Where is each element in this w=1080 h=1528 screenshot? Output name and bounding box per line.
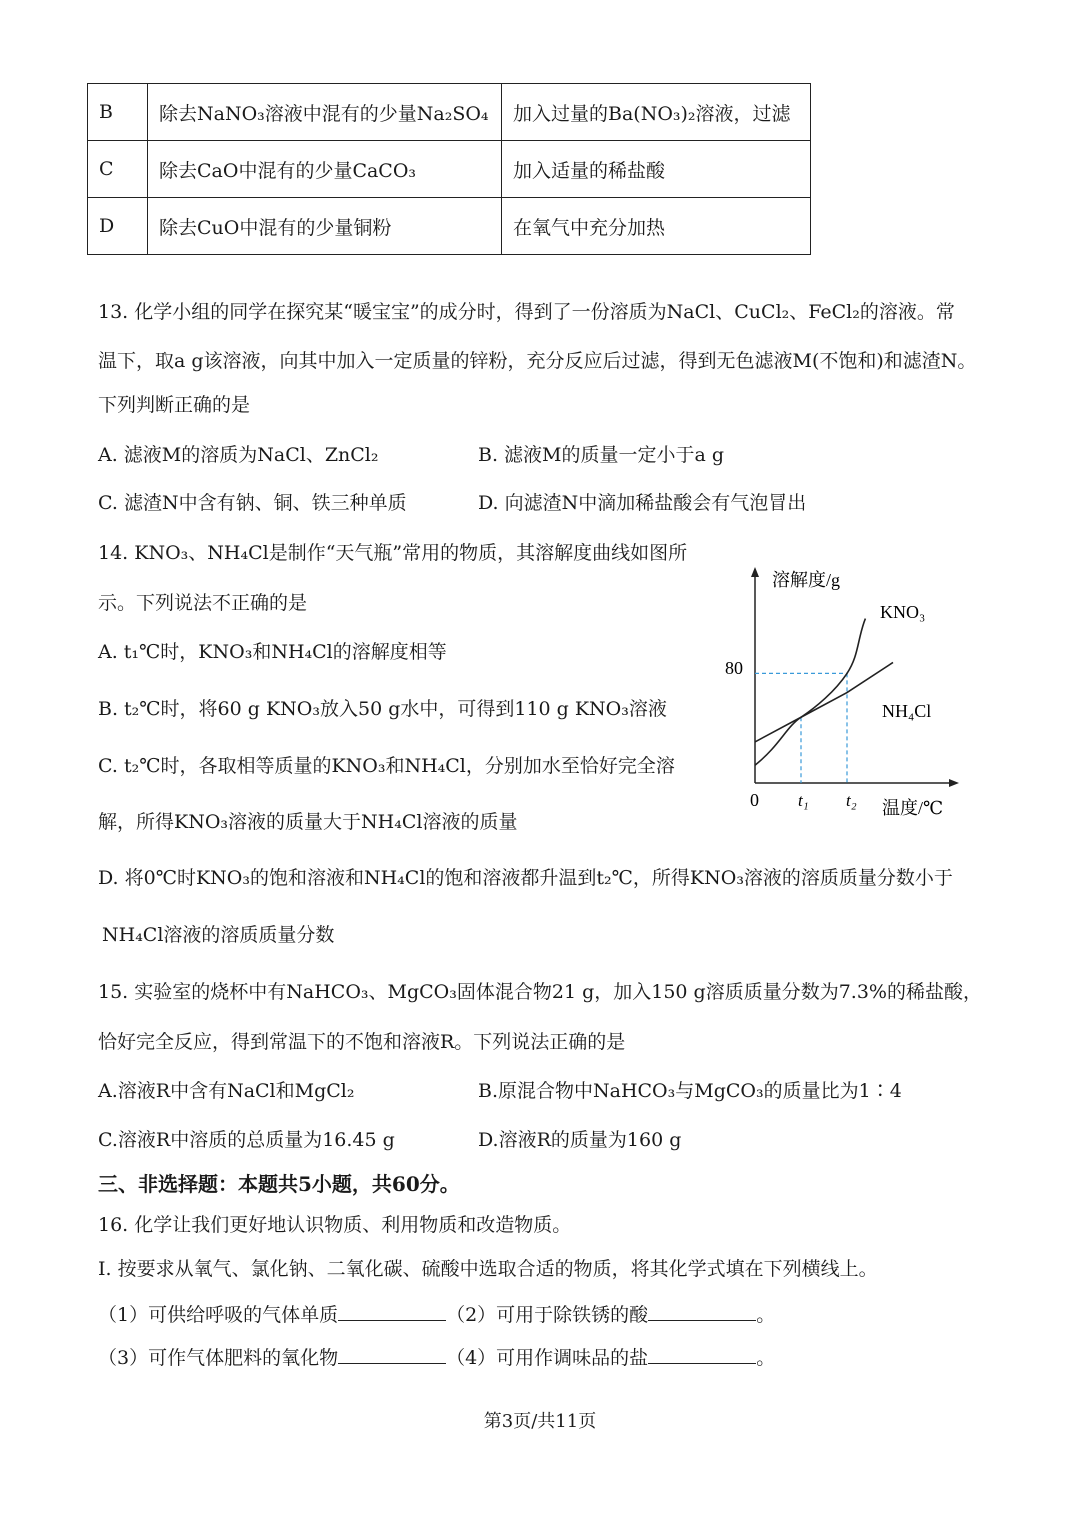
q16-period: 。: [756, 1304, 776, 1326]
q13-stem-line1: 13. 化学小组的同学在探究某“暖宝宝”的成分时，得到了一份溶质为NaCl、CuCl₂、FeCl₂的溶液。常: [98, 301, 955, 323]
solubility-chart: [715, 560, 985, 830]
answer-blank[interactable]: [648, 1345, 756, 1364]
q14-option-b: B. t₂℃时，将60 g KNO₃放入50 g水中，可得到110 g KNO₃溶液: [98, 698, 667, 720]
q13-option-a: A. 滤液M的溶质为NaCl、ZnCl₂: [98, 444, 379, 466]
row-method: 加入过量的Ba(NO₃)₂溶液，过滤: [502, 84, 811, 141]
q13-option-d: D. 向滤渣N中滴加稀盐酸会有气泡冒出: [478, 492, 807, 514]
q16-row2: [98, 1345, 775, 1368]
q15-stem-line1: 15. 实验室的烧杯中有NaHCO₃、MgCO₃固体混合物21 g，加入150 g溶质质量分数为7.3%的稀盐酸，: [98, 981, 982, 1003]
page-number: 第3页/共11页: [483, 1411, 597, 1432]
y-axis-label: 溶解度/g: [772, 570, 841, 590]
q16-item4: （4）可用作调味品的盐: [446, 1347, 649, 1369]
q16-item1: （1）可供给呼吸的气体单质: [98, 1304, 339, 1326]
x-axis-arrow: [949, 779, 959, 787]
q13-stem-line2: 温下，取a g该溶液，向其中加入一定质量的锌粉，充分反应后过滤，得到无色滤液M(不饱和)和滤渣N。: [98, 350, 977, 372]
series-label-nh4cl: NH₄Cl: [882, 701, 932, 721]
q14-option-d1: D. 将0℃时KNO₃的饱和溶液和NH₄Cl的饱和溶液都升温到t₂℃，所得KNO₃溶液的溶质质量分数小于: [98, 867, 953, 889]
row-label: D: [88, 198, 148, 255]
origin-label: 0: [750, 790, 759, 810]
q16-item3: （3）可作气体肥料的氧化物: [98, 1347, 339, 1369]
q13-option-c: C. 滤渣N中含有钠、铜、铁三种单质: [98, 492, 407, 514]
answer-blank[interactable]: [648, 1302, 756, 1321]
q14-option-c2: 解，所得KNO₃溶液的质量大于NH₄Cl溶液的质量: [98, 811, 518, 833]
x-tick-label: t₁: [798, 791, 809, 810]
table-row: [88, 141, 811, 198]
row-target: 除去NaNO₃溶液中混有的少量Na₂SO₄: [148, 84, 502, 141]
q14-option-d2: NH₄Cl溶液的溶质质量分数: [102, 924, 335, 946]
q15-option-c: C.溶液R中溶质的总质量为16.45 g: [98, 1129, 395, 1151]
x-tick-label: t₂: [846, 791, 857, 810]
row-target: 除去CuO中混有的少量铜粉: [148, 198, 502, 255]
q16-row1: [98, 1302, 775, 1325]
q16-part1: Ⅰ. 按要求从氧气、氯化钠、二氧化碳、硫酸中选取合适的物质，将其化学式填在下列横线上。: [98, 1258, 878, 1280]
y-tick-label: 80: [725, 658, 743, 678]
nh4cl-curve: [755, 662, 893, 741]
answer-blank[interactable]: [338, 1302, 446, 1321]
row-method: 在氧气中充分加热: [502, 198, 811, 255]
chart-series: [755, 619, 893, 766]
chart-axes: [751, 567, 959, 787]
x-axis-label: 温度/℃: [882, 798, 944, 818]
q16-period: 。: [756, 1347, 776, 1369]
series-label-kno3: KNO₃: [880, 602, 926, 622]
options-table: [87, 83, 811, 255]
q15-option-d: D.溶液R的质量为160 g: [478, 1129, 682, 1151]
q13-option-b: B. 滤液M的质量一定小于a g: [478, 444, 725, 466]
row-target: 除去CaO中混有的少量CaCO₃: [148, 141, 502, 198]
q15-option-a: A.溶液R中含有NaCl和MgCl₂: [98, 1080, 355, 1102]
q15-option-b: B.原混合物中NaHCO₃与MgCO₃的质量比为1∶4: [478, 1080, 902, 1102]
q14-option-c1: C. t₂℃时，各取相等质量的KNO₃和NH₄Cl，分别加水至恰好完全溶: [98, 755, 675, 777]
table-row: [88, 198, 811, 255]
row-method: 加入适量的稀盐酸: [502, 141, 811, 198]
row-label: B: [88, 84, 148, 141]
answer-blank[interactable]: [338, 1345, 446, 1364]
row-label: C: [88, 141, 148, 198]
section-heading: 三、非选择题：本题共5小题，共60分。: [98, 1172, 460, 1196]
table-row: [88, 84, 811, 141]
q14-stem-line1: 14. KNO₃、NH₄Cl是制作“天气瓶”常用的物质，其溶解度曲线如图所: [98, 542, 688, 564]
q16-item2: （2）可用于除铁锈的酸: [446, 1304, 649, 1326]
q14-stem-line2: 示。下列说法不正确的是: [98, 592, 308, 614]
q13-stem-line3: 下列判断正确的是: [98, 394, 251, 416]
q15-stem-line2: 恰好完全反应，得到常温下的不饱和溶液R。下列说法正确的是: [98, 1031, 626, 1053]
q16-stem: 16. 化学让我们更好地认识物质、利用物质和改造物质。: [98, 1214, 572, 1236]
q14-option-a: A. t₁℃时，KNO₃和NH₄Cl的溶解度相等: [98, 641, 447, 663]
y-axis-arrow: [751, 567, 759, 577]
